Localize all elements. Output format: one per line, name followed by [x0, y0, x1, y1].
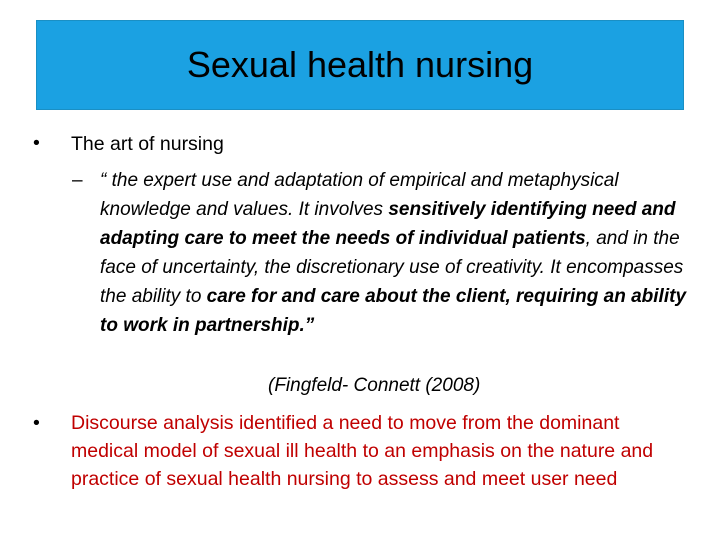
- title-banner: [36, 20, 684, 110]
- quote-text: [100, 166, 690, 340]
- quote-part-1: “ the expert use and adaptation of empirical and metaphysical knowledge and values. It involves: [100, 170, 619, 220]
- quote-bold-1: sensitively identifying need and adapting care to meet the needs of individual patients: [100, 199, 676, 249]
- quote-bold-2: care for and care about the client, requiring an ability to work in partnership.”: [100, 286, 687, 336]
- citation: (Fingfeld- Connett (2008): [268, 375, 481, 396]
- bullet-art-of-nursing: The art of nursing: [71, 133, 224, 155]
- bullet-discourse-analysis: Discourse analysis identified a need to move from the dominant medical model of sexual ill health to an emphasis on the nature and practice of sexual health nursing to assess and meet user need: [71, 412, 654, 490]
- bullet-marker: •: [33, 132, 40, 154]
- bullet-marker: •: [33, 412, 40, 434]
- sub-bullet-dash: –: [72, 170, 83, 191]
- slide-title: Sexual health nursing: [186, 44, 534, 85]
- quote-part-2: , and in the face of uncertainty, the discretionary use of creativity. It encompasses the ability to: [100, 228, 684, 307]
